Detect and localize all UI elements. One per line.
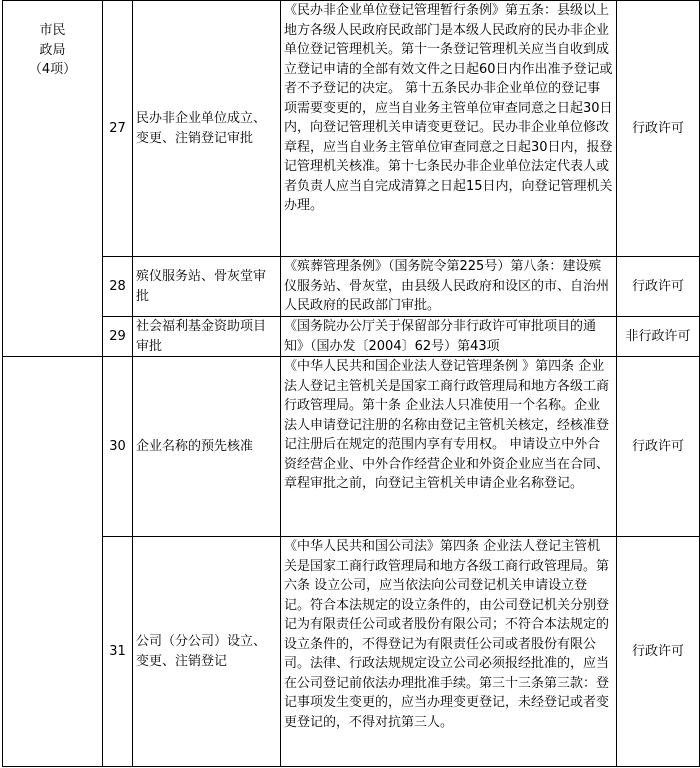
approval-type: 行政许可: [617, 537, 700, 767]
department-item-count: （4项）: [28, 62, 77, 77]
item-number: 28: [103, 257, 133, 317]
item-number: 30: [103, 357, 133, 537]
department-name-line1: 市民: [39, 23, 66, 38]
department-cell-empty: [3, 357, 103, 767]
table-row: [3, 357, 700, 537]
table-row: [3, 317, 700, 357]
item-number: 29: [103, 317, 133, 357]
legal-basis: 《民办非企业单位登记管理暂行条例》第五条：县级以上地方各级人民政府民政部门是本级人民政府的民办非企业单位登记管理机关。第十一条登记管理机关应当自收到成立登记申请的全部有效文件之日起60日内作出准予登记或者不予登记的决定。 第十五条民办非企业单位的登记事项需要变更的，应当自业务主管单位审查同意之日起30日内，向登记管理机关申请变更登记。民办非企业单位修改章程，应当自业务主管单位审查同意之日起30日内，报登记管理机关核准。第十七条民办非企业单位法定代表人或者负责人应当自完成清算之日起15日内，向登记管理机关办理。: [281, 1, 617, 257]
item-name: 公司（分公司）设立、变更、注销登记: [133, 537, 281, 767]
approval-items-table: [2, 0, 700, 767]
item-name: 民办非企业单位成立、变更、注销登记审批: [133, 1, 281, 257]
table-row: [3, 537, 700, 767]
item-number: 27: [103, 1, 133, 257]
table-row: [3, 257, 700, 317]
table-row: [3, 1, 700, 257]
legal-basis: 《殡葬管理条例》（国务院令第225号）第八条：建设殡仪服务站、骨灰堂，由县级人民政府和设区的市、自治州人民政府的民政部门审批。: [281, 257, 617, 317]
approval-type: 行政许可: [617, 357, 700, 537]
legal-basis: 《中华人民共和国企业法人登记管理条例 》第四条 企业法人登记主管机关是国家工商行政管理局和地方各级工商行政管理局。第十条 企业法人只准使用一个名称。企业法人申请登记注册的名称由登记主管机关核定，经核准登记注册后在规定的范围内享有专用权。 申请设立中外合资经营企业、中外合作经营企业和外资企业应当在合同、章程审批之前，向登记主管机关申请企业名称登记。: [281, 357, 617, 537]
approval-type: 行政许可: [617, 257, 700, 317]
department-name-line2: 政局: [39, 42, 66, 58]
item-number: 31: [103, 537, 133, 767]
item-name: 殡仪服务站、骨灰堂审批: [133, 257, 281, 317]
approval-type: 非行政许可: [617, 317, 700, 357]
approval-type: 行政许可: [617, 1, 700, 257]
department-cell: [3, 1, 103, 357]
item-name: 社会福利基金资助项目审批: [133, 317, 281, 357]
legal-basis: 《国务院办公厅关于保留部分非行政许可审批项目的通知》（国办发〔2004〕62号）第43项: [281, 317, 617, 357]
item-name: 企业名称的预先核准: [133, 357, 281, 537]
legal-basis: 《中华人民共和国公司法》第四条 企业法人登记主管机关是国家工商行政管理局和地方各级工商行政管理局。第六条 设立公司，应当依法向公司登记机关申请设立登记。符合本法规定的设立条件的，由公司登记机关分别登记为有限责任公司或者股份有限公司；不符合本法规定的设立条件的，不得登记为有限责任公司或者股份有限公司。法律、行政法规规定设立公司必须报经批准的，应当在公司登记前依法办理批准手续。第三十三条第三款：登记事项发生变更的，应当办理变更登记，未经登记或者变更登记的，不得对抗第三人。: [281, 537, 617, 767]
